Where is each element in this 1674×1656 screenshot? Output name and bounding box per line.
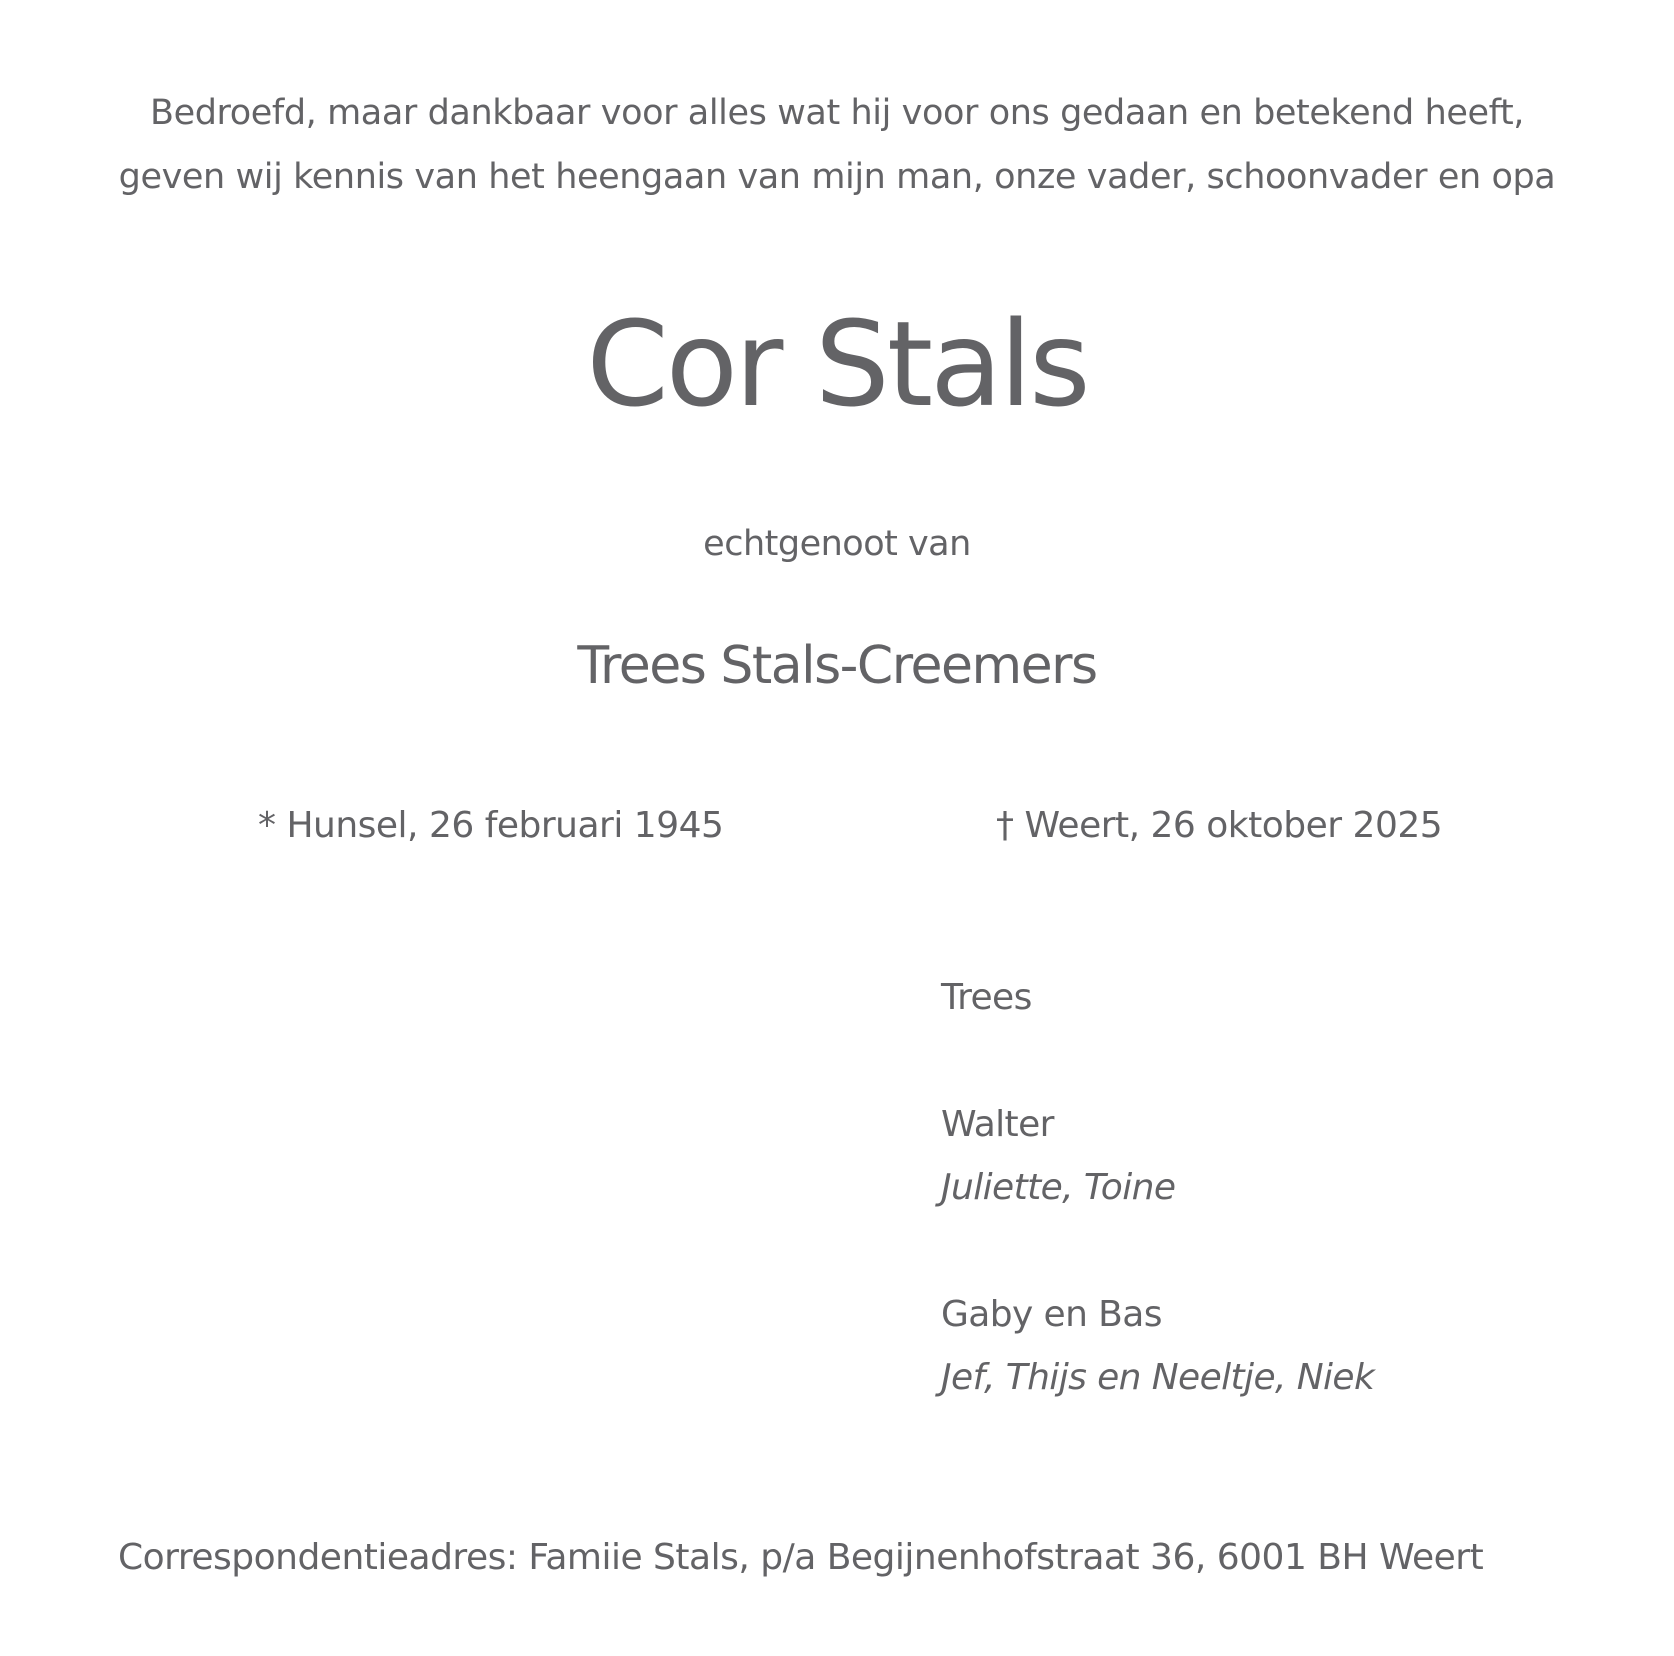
relation-label: echtgenoot van xyxy=(703,524,971,564)
correspondence-address: Correspondentieadres: Famiie Stals, p/a Begijnenhofstraat 36, 6001 BH Weert xyxy=(118,1537,1484,1578)
spouse-name: Trees Stals-Creemers xyxy=(577,636,1097,696)
grandchildren: Juliette, Toine xyxy=(941,1167,1176,1208)
death-date: † Weert, 26 oktober 2025 xyxy=(996,805,1443,846)
intro-line-2: geven wij kennis van het heengaan van mijn man, onze vader, schoonvader en opa xyxy=(118,157,1556,197)
family-member: Trees xyxy=(941,977,1032,1018)
grandchildren: Jef, Thijs en Neeltje, Niek xyxy=(941,1357,1375,1398)
family-member: Gaby en Bas xyxy=(941,1294,1162,1335)
family-member: Walter xyxy=(941,1104,1054,1145)
intro-line-1: Bedroefd, maar dankbaar voor alles wat hij voor ons gedaan en betekend heeft, xyxy=(149,93,1524,133)
birth-date: * Hunsel, 26 februari 1945 xyxy=(258,805,724,846)
deceased-name: Cor Stals xyxy=(586,295,1088,433)
